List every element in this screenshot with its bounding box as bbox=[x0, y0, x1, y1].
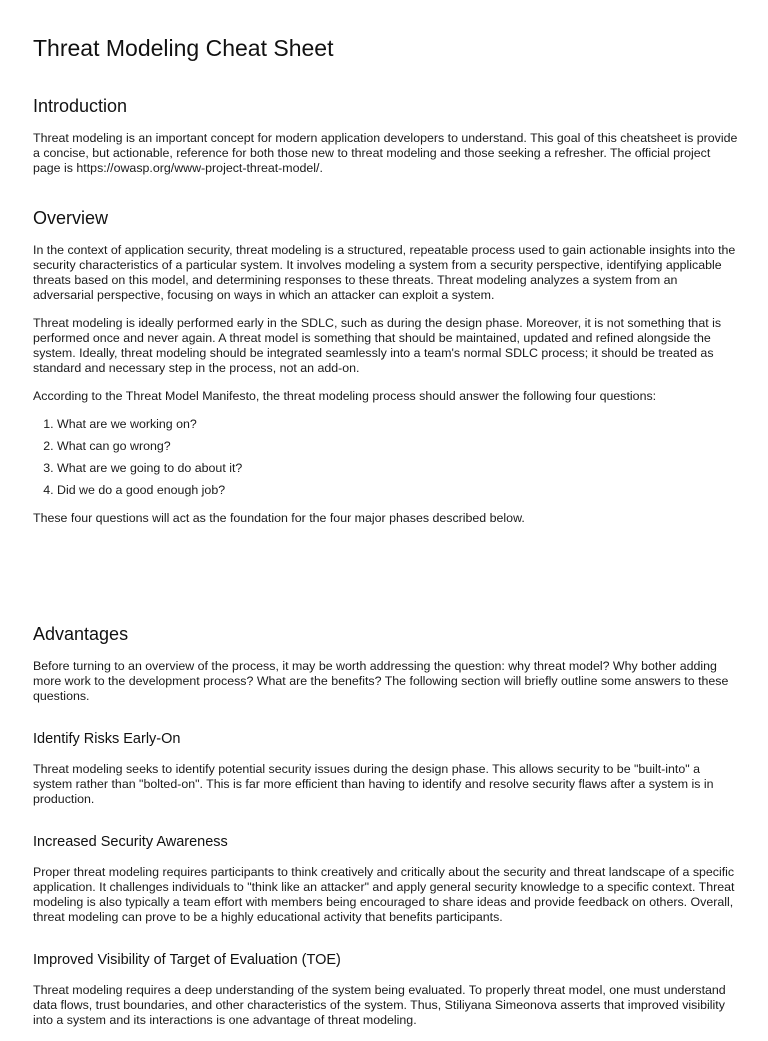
subsection-text: Threat modeling requires a deep understanding of the system being evaluated. To properly threat model, one must understand data flows, trust boundaries, and other characteristics of the system. Thus, Stiliyana Simeonova asserts that improved visibility into a system and its interactions is one advantage of threat modeling. bbox=[33, 983, 726, 1027]
question-item: 2. What can go wrong? bbox=[57, 439, 739, 454]
subsection-improved-visibility bbox=[33, 951, 739, 1041]
introduction-section bbox=[33, 95, 739, 189]
question-item: 4. Did we do a good enough job? bbox=[57, 483, 739, 498]
overview-paragraph: In the context of application security, threat modeling is a structured, repeatable process used to gain actionable insights into the security characteristics of a particular system. It involves modeling a system from a security perspective, identifying applicable threats based on this model, and determining responses to these threats. Threat modeling analyzes a system from an adversarial perspective, focusing on ways in which an attacker can exploit a system. bbox=[33, 243, 736, 302]
introduction-paragraph: Threat modeling is an important concept for modern application developers to understand. This goal of this cheatsheet is provide a concise, but actionable, reference for both those new to threat modeling and those seeking a refresher. The official project page is https://owasp.org/www-project-threat-model/. bbox=[33, 131, 738, 175]
overview-paragraph: According to the Threat Model Manifesto, the threat modeling process should answer the following four questions: bbox=[33, 389, 657, 403]
question-item: 3. What are we going to do about it? bbox=[57, 461, 739, 476]
subsection-heading: Improved Visibility of Target of Evaluation (TOE) bbox=[33, 952, 341, 968]
advantages-intro: Before turning to an overview of the process, it may be worth addressing the question: why threat model? Why bother adding more work to the development process? What are the benefits? The following section will briefly outline some answers to these questions. bbox=[33, 659, 729, 703]
subsection-heading: Increased Security Awareness bbox=[33, 834, 228, 850]
advantages-heading: Advantages bbox=[33, 624, 129, 644]
overview-paragraph: Threat modeling is ideally performed early in the SDLC, such as during the design phase. Moreover, it is not something that is performed once and never again. A threat model is something that should be maintained, updated and refined alongside the system. Ideally, threat modeling should be integrated seamlessly into a team's normal SDLC process; it should be treated as standard and necessary step in the process, not an add-on. bbox=[33, 316, 722, 375]
subsection-security-awareness bbox=[33, 833, 739, 938]
introduction-heading: Introduction bbox=[33, 96, 128, 116]
subsection-heading: Identify Risks Early-On bbox=[33, 731, 181, 747]
overview-closing: These four questions will act as the foundation for the four major phases described below. bbox=[33, 511, 525, 525]
advantages-section bbox=[33, 623, 739, 717]
overview-section bbox=[33, 207, 739, 539]
four-questions-list bbox=[33, 417, 739, 498]
subsection-text: Threat modeling seeks to identify potential security issues during the design phase. This allows security to be "built-into" a system rather than "bolted-on". This is far more efficient than having to identify and resolve security flaws after a system is in production. bbox=[33, 762, 714, 806]
page-title: Threat Modeling Cheat Sheet bbox=[33, 35, 334, 61]
subsection-identify-risks bbox=[33, 730, 739, 820]
subsection-text: Proper threat modeling requires participants to think creatively and critically about the security and threat landscape of a specific application. It challenges individuals to "think like an attacker" and apply general security knowledge to a specific context. Threat modeling is also typically a team effort with members being encouraged to share ideas and provide feedback on others. Overall, threat modeling can prove to be a highly educational activity that benefits participants. bbox=[33, 865, 735, 924]
question-item: 1. What are we working on? bbox=[57, 417, 739, 432]
overview-heading: Overview bbox=[33, 208, 109, 228]
